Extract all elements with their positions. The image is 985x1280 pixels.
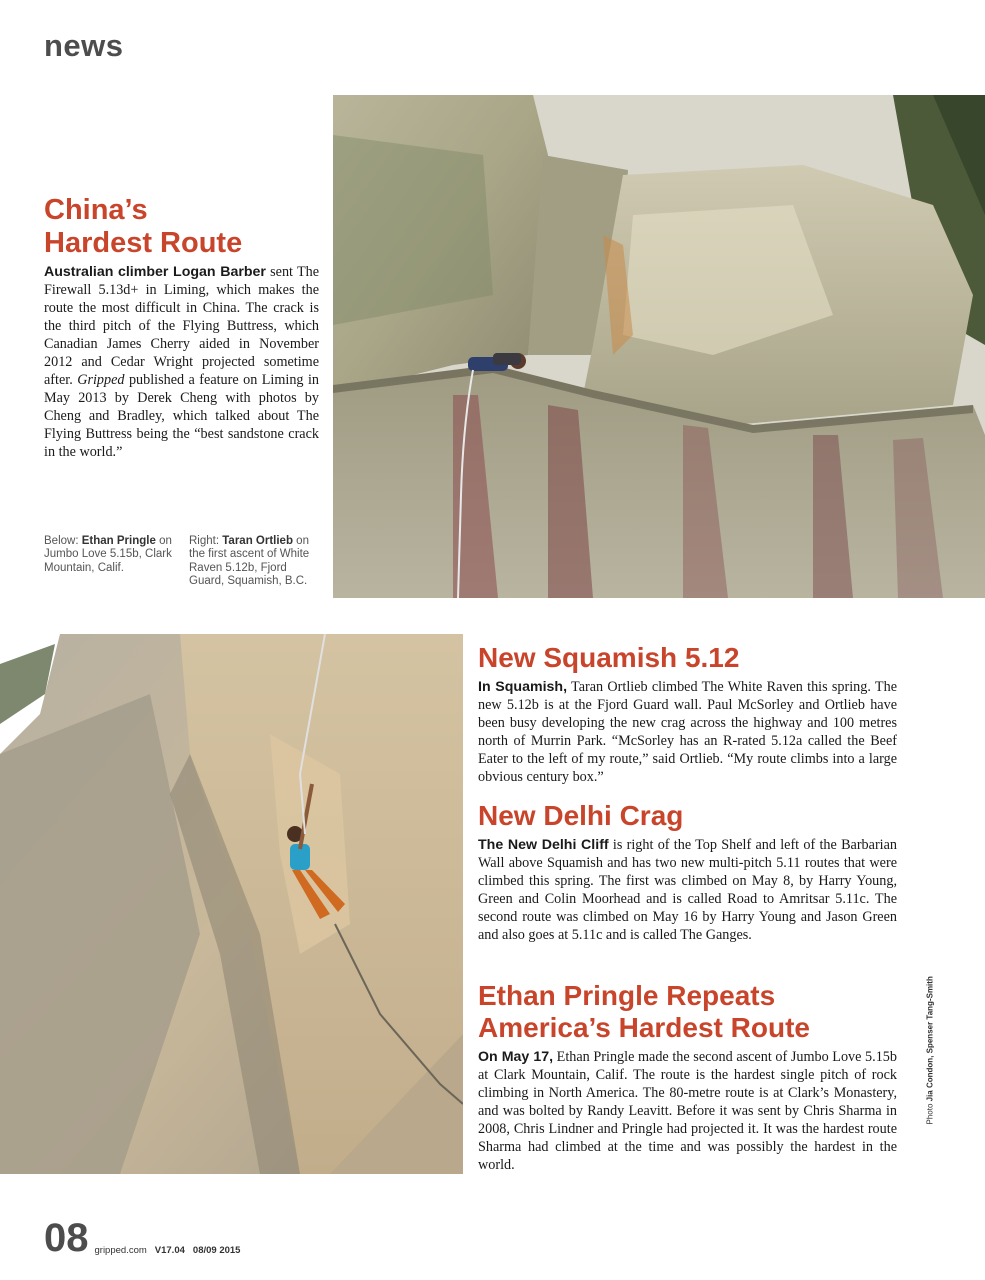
photo-ethan-pringle xyxy=(0,634,463,1174)
photo-credit: Photo Jia Condon, Spenser Tang-Smith xyxy=(925,976,935,1125)
footer-date: 08/09 2015 xyxy=(192,1245,241,1256)
body-ethan: On May 17, Ethan Pringle made the second ascent of Jumbo Love 5.15b at Clark Mountain, Calif. The route is the hardest single pitch of rock climbing in North America. The 80-metre route is at Clark’s Monastery, and was bolted by Randy Leavitt. Before it was sent by Chris Sharma in 2008, Chris Lindner and Pringle had projected it. It was the hardest route Sharma had climbed at the time and was possibly the hardest in the world. xyxy=(478,1049,897,1174)
body-squamish: In Squamish, Taran Ortlieb climbed The White Raven this spring. The new 5.12b is at the Fjord Guard wall. Paul McSorley and Ortlieb have been busy developing the new crag across the highway and 100 metres north of Murrin Park. “McSorley has an R-rated 5.12a called the Beef Eater to the left of my route,” said Ortlieb. “My route climbs into a large obvious century box.” xyxy=(478,679,897,786)
headline-delhi: New Delhi Crag xyxy=(478,800,684,831)
body-china: Australian climber Logan Barber sent The Firewall 5.13d+ in Liming, which makes the route the most difficult in China. The crack is the third pitch of the Flying Buttress, which Canadian James Cherry aided in November 2012 and Cedar Wright projected sometime after. Gripped published a feature on Liming in May 2013 by Derek Cheng with photos by Cheng and Bradley, which talked about The Flying Buttress being the “best sandstone crack in the world.” xyxy=(44,263,320,460)
lead-china: Australian climber Logan Barber xyxy=(44,263,266,280)
photo-taran-ortlieb xyxy=(333,95,985,598)
section-label: news xyxy=(44,28,124,63)
story-new-delhi-crag xyxy=(478,800,897,944)
body-delhi: The New Delhi Cliff is right of the Top Shelf and left of the Barbarian Wall above Squamish and has two new multi-pitch 5.11 routes that were climbed this spring. The first was climbed on May 8, by Harry Young, Green and Colin Moorhead and is called Road to Amritsar 5.11c. The second route was climbed on May 16 by Harry Young and Jason Green and also goes at 5.11c and is called The Ganges. xyxy=(478,837,897,944)
headline-ethan: Ethan Pringle Repeats America’s Hardest Route xyxy=(478,980,810,1044)
story-china-hardest-route xyxy=(44,194,319,461)
story-new-squamish xyxy=(478,642,897,786)
footer-info xyxy=(95,1245,249,1258)
magazine-name: Gripped xyxy=(77,371,125,388)
lead-squamish: In Squamish, xyxy=(478,679,568,696)
headline-squamish: New Squamish 5.12 xyxy=(478,642,740,673)
page-number: 08 xyxy=(44,1216,89,1260)
caption-right: Right: Taran Ortlieb on the first ascent of White Raven 5.12b, Fjord Guard, Squamish, B.C. xyxy=(189,535,310,587)
footer-volume: V17.04 xyxy=(154,1245,185,1256)
story-ethan-pringle xyxy=(478,980,897,1174)
page-footer xyxy=(44,1218,248,1258)
caption-below: Below: Ethan Pringle on Jumbo Love 5.15b, Clark Mountain, Calif. xyxy=(44,535,172,574)
footer-site: gripped.com xyxy=(94,1245,147,1256)
lead-ethan: On May 17, xyxy=(478,1049,554,1066)
lead-delhi: The New Delhi Cliff xyxy=(478,837,609,854)
headline-china: China’s Hardest Route xyxy=(44,194,243,260)
